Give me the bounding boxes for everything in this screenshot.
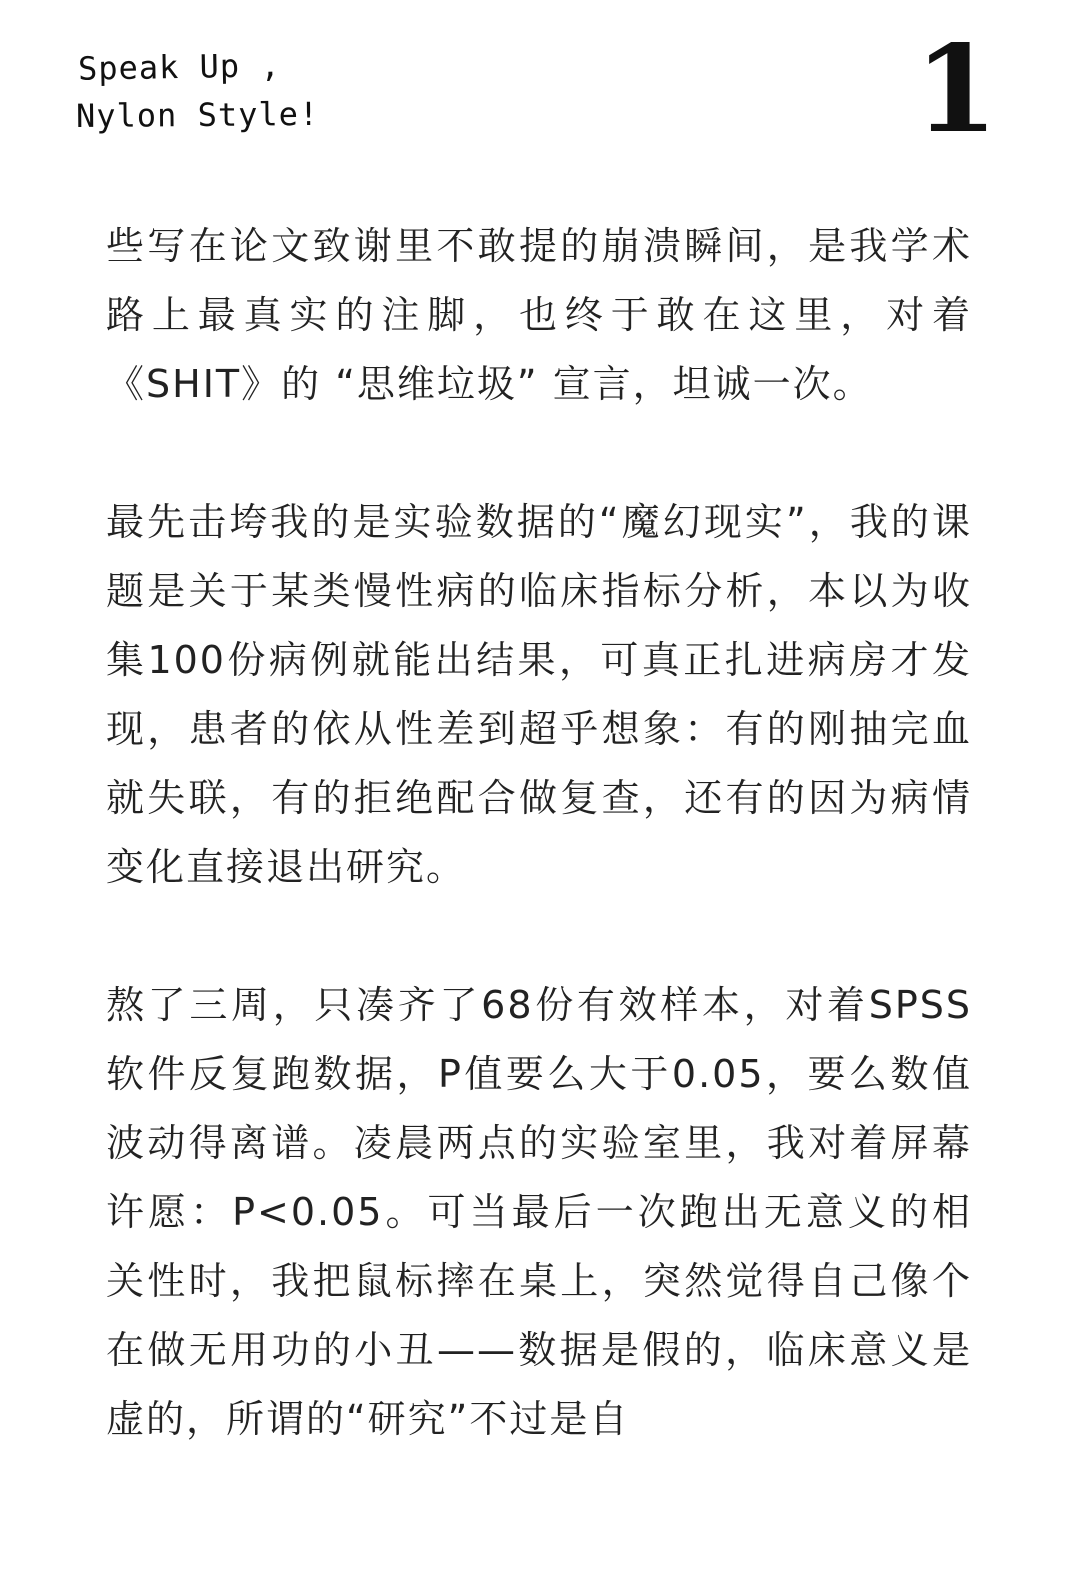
page-number: 1 [914, 19, 998, 160]
paragraph-3: 熬了三周，只凑齐了68份有效样本，对着SPSS软件反复跑数据，P值要么大于0.05，要么数值波动得离谱。凌晨两点的实验室里，我对着屏幕许愿：P<0.05。可当最后一次跑出无意义的相关性时，我把鼠标摔在桌上，突然觉得自己像个在做无用功的小丑——数据是假的，临床意义是虚的，所谓的“研究”不过是自 [106, 983, 972, 1441]
brand-logo [76, 40, 346, 150]
paragraph-2: 最先击垮我的是实验数据的“魔幻现实”，我的课题是关于某类慢性病的临床指标分析，本以为收集100份病例就能出结果，可真正扎进病房才发现，患者的依从性差到超乎想象：有的刚抽完血就失联，有的拒绝配合做复查，还有的因为病情变化直接退出研究。 [106, 500, 972, 889]
article-body [106, 212, 972, 1523]
brand-line-2: Nylon Style! [75, 94, 320, 136]
brand-line-1: Speak Up , [77, 46, 281, 88]
paragraph-1: 些写在论文致谢里不敢提的崩溃瞬间，是我学术路上最真实的注脚，也终于敢在这里，对着《SHIT》的 “思维垃圾” 宣言，坦诚一次。 [106, 224, 972, 406]
